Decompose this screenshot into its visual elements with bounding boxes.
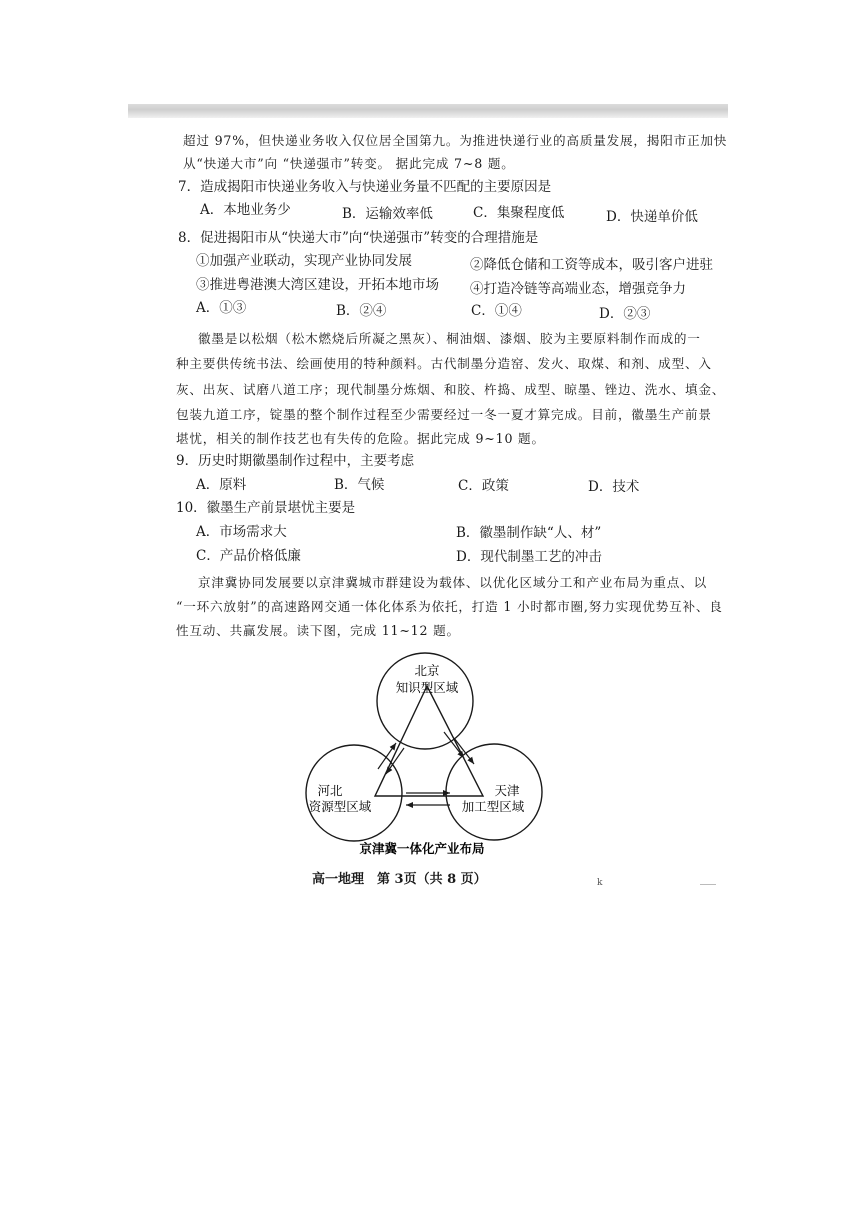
jingjinji-diagram (290, 645, 560, 860)
question-8-stem: 8．促进揭阳市从“快递大市”向“快递强市”转变的合理措施是 (178, 230, 539, 246)
passage2-line4: 包装九道工序，锭墨的整个制作过程至少需要经过一冬一夏才算完成。目前，徽墨生产前景 (176, 407, 712, 422)
q7-option-a: A．本地业务少 (200, 202, 291, 218)
q9-option-a: A．原料 (196, 477, 247, 493)
scan-edge-band (128, 104, 728, 118)
question-10-stem: 10．徽墨生产前景堪忧主要是 (176, 500, 356, 516)
triangle-link (375, 686, 483, 796)
hebei-name: 河北 (317, 783, 343, 798)
q8-option-b: B．②④ (336, 303, 387, 319)
q10-option-c: C．产品价格低廉 (196, 548, 301, 564)
tianjin-name: 天津 (494, 783, 520, 798)
q10-option-a: A．市场需求大 (196, 524, 287, 540)
hebei-type: 资源型区域 (308, 799, 372, 814)
arrow-beijing-to-hebei (386, 748, 404, 774)
passage3-line1: 京津冀协同发展要以京津冀城市群建设为载体、以优化区域分工和产业布局为重点、以 (198, 575, 707, 590)
beijing-name: 北京 (414, 663, 440, 678)
q10-option-b: B．徽墨制作缺“人、材” (456, 525, 602, 541)
diagram-caption: 京津冀一体化产业布局 (359, 841, 485, 856)
tianjin-type: 加工型区域 (461, 799, 525, 814)
scan-dash (700, 884, 716, 885)
q8-option-c: C．①④ (471, 303, 522, 319)
q7-option-d: D．快递单价低 (606, 209, 698, 225)
q9-option-b: B．气候 (334, 477, 385, 493)
passage2-line3: 灰、出灰、试磨八道工序；现代制墨分炼烟、和胶、杵捣、成型、晾墨、锉边、洗水、填金、 (176, 382, 726, 397)
question-7-stem: 7．造成揭阳市快递业务收入与快递业务量不匹配的主要原因是 (178, 179, 552, 195)
passage3-line2: “一环六放射”的高速路网交通一体化体系为依托，打造 1 小时都市圈,努力实现优势互补、良 (176, 599, 723, 614)
q7-option-b: B．运输效率低 (342, 206, 433, 222)
q8-item-3: ③推进粤港澳大湾区建设，开拓本地市场 (196, 277, 439, 293)
q8-item-2: ②降低仓储和工资等成本，吸引客户进驻 (470, 257, 713, 273)
passage2-line2: 种主要供传统书法、绘画使用的特种颜料。古代制墨分造窑、发火、取煤、和剂、成型、入 (176, 356, 712, 371)
q8-item-4: ④打造冷链等高端业态，增强竞争力 (470, 281, 686, 297)
arrow-beijing-to-tianjin (444, 732, 464, 758)
passage2-line1: 徽墨是以松烟（松木燃烧后所凝之黑灰）、桐油烟、漆烟、胶为主要原料制作而成的一 (198, 331, 701, 346)
scan-mark: k (597, 878, 603, 888)
q8-option-a: A．①③ (196, 300, 247, 316)
question-9-stem: 9．历史时期徽墨制作过程中，主要考虑 (176, 453, 415, 469)
q9-option-d: D．技术 (588, 479, 640, 495)
q10-option-d: D．现代制墨工艺的冲击 (456, 549, 602, 565)
passage2-line5: 堪忧，相关的制作技艺也有失传的危险。据此完成 9~10 题。 (176, 431, 545, 446)
q8-item-1: ①加强产业联动，实现产业协同发展 (196, 253, 412, 269)
beijing-type: 知识型区域 (395, 680, 459, 695)
q8-option-d: D．②③ (599, 306, 651, 322)
passage1-line2: 从“快递大市”向 “快递强市”转变。 据此完成 7~8 题。 (183, 156, 515, 171)
q7-option-c: C．集聚程度低 (473, 205, 565, 221)
q9-option-c: C．政策 (458, 478, 509, 494)
passage3-line3: 性互动、共赢发展。读下图，完成 11~12 题。 (176, 623, 460, 638)
page-footer: 高一地理 第 3页（共 8 页） (312, 872, 487, 887)
passage1-line1: 超过 97%，但快递业务收入仅位居全国第九。为推进快递行业的高质量发展，揭阳市正加快 (183, 133, 728, 148)
